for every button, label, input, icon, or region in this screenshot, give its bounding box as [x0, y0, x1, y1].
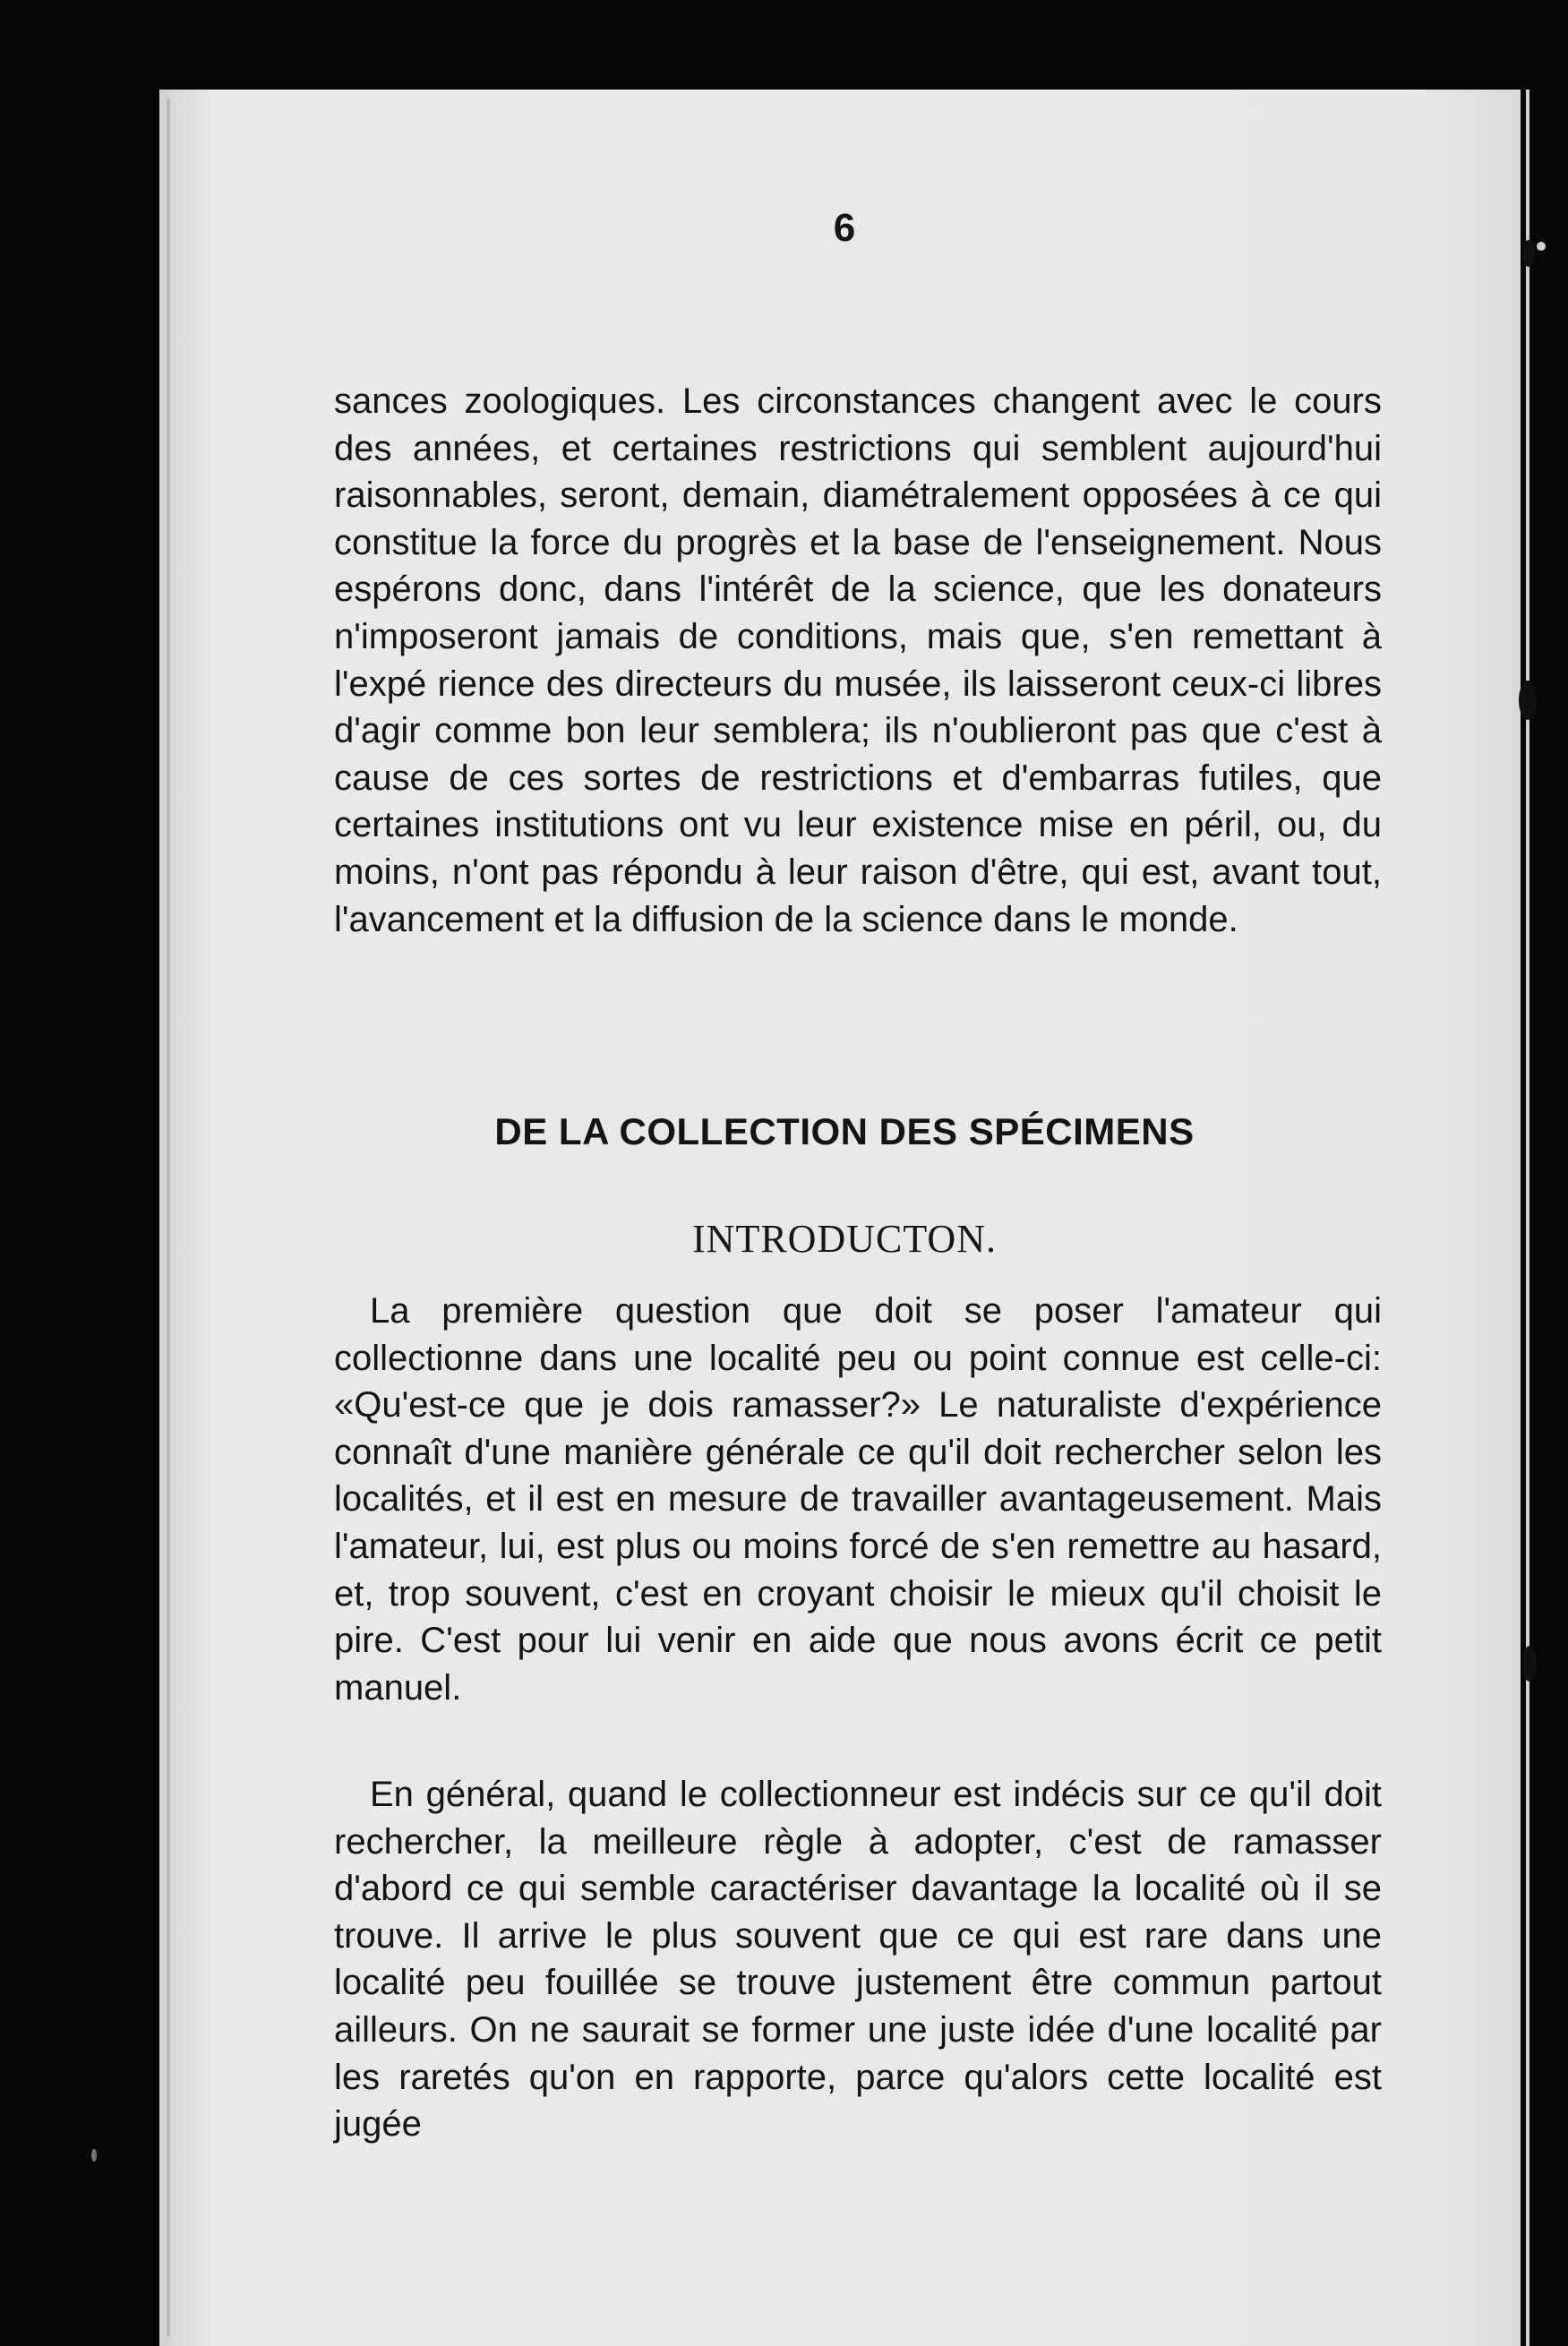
film-speck	[1537, 242, 1546, 251]
paragraph-continuation: sances zoologiques. Les circonstances changent avec le cours des années, et certaines restrictions qui semblent aujourd'hui raisonnables, seront, demain, diamétralement opposées à ce qui constitue la force du progrès et la base de l'enseignement. Nous espérons donc, dans l'intérêt de la science, que les donateurs n'imposeront jamais de conditions, mais que, s'en remettant à l'expé rience des directeurs du musée, ils laisseront ceux-ci libres d'agir comme bon leur semblera; ils n'oublieront pas que c'est à cause de ces sortes de restrictions et d'embarras futiles, que certaines institutions ont vu leur existence mise en péril, ou, du moins, n'ont pas répondu à leur raison d'être, qui est, avant tout, l'avancement et la diffusion de la science dans le monde.	[334, 381, 1382, 939]
paragraph-introduction: La première question que doit se poser l'amateur qui collectionne dans une localité peu ou point connue est celle-ci: «Qu'est-ce que je dois ramasser?» Le naturaliste d'expérience connaît d'une manière générale ce qu'il doit rechercher selon les localités, et il est en mesure de travailler avantageusement. Mais l'amateur, lui, est plus ou moins forcé de s'en remettre au hasard, et, trop souvent, c'est en croyant choisir le mieux qu'il choisit le pire. C'est pour lui venir en aide que nous avons écrit ce petit manuel.	[334, 1291, 1382, 1708]
section-subheading: INTRODUCTON.	[692, 1217, 997, 1261]
film-speck	[91, 2149, 97, 2162]
binding-mark	[1519, 681, 1537, 720]
page-edge-right	[1526, 90, 1529, 2346]
section-heading: DE LA COLLECTION DES SPÉCIMENS	[494, 1110, 1195, 1152]
scanned-page	[159, 90, 1521, 2346]
page-number: 6	[833, 206, 856, 250]
page-edge-left	[167, 98, 170, 2337]
paragraph-general-rule: En général, quand le collectionneur est indécis sur ce qu'il doit rechercher, la meilleure règle à adopter, c'est de ramasser d'abord ce qui semble caractériser davantage la localité où il se trouve. Il arrive le plus souvent que ce qui est rare dans une localité peu fouillée se trouve justement être commun partout ailleurs. On ne saurait se former une juste idée d'une localité par les raretés qu'on en rapporte, parce qu'alors cette localité est jugée	[334, 1775, 1382, 2145]
binding-mark	[1522, 240, 1535, 267]
binding-mark	[1522, 1646, 1537, 1682]
